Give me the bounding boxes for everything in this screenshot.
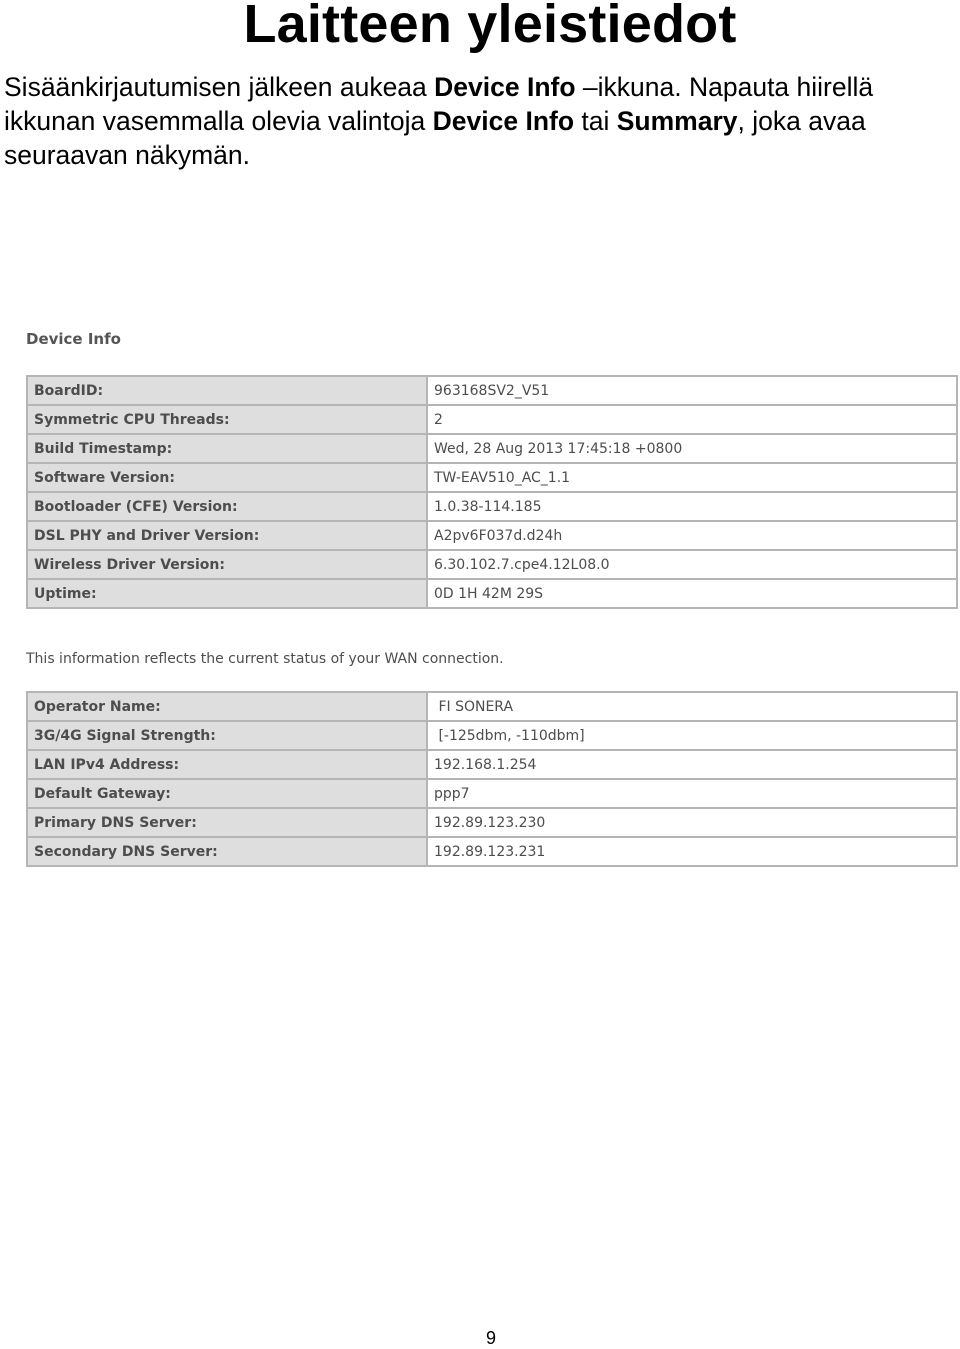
row-value: 192.89.123.230 <box>427 808 957 837</box>
table-row <box>27 779 957 808</box>
page-number: 9 <box>486 1328 497 1348</box>
table-row <box>27 579 957 608</box>
table-row <box>27 434 957 463</box>
row-value: Wed, 28 Aug 2013 17:45:18 +0800 <box>427 434 957 463</box>
table-row <box>27 692 957 721</box>
row-value: 0D 1H 42M 29S <box>427 579 957 608</box>
row-value: 963168SV2_V51 <box>427 376 957 405</box>
row-label: DSL PHY and Driver Version: <box>27 521 427 550</box>
row-value: 6.30.102.7.cpe4.12L08.0 <box>427 550 957 579</box>
table-row <box>27 721 957 750</box>
intro-text-4: , joka avaa seuraavan näkymän. <box>4 106 866 170</box>
intro-text-3: tai <box>574 106 617 136</box>
table-row <box>27 808 957 837</box>
row-label: Operator Name: <box>27 692 427 721</box>
row-label: Bootloader (CFE) Version: <box>27 492 427 521</box>
row-label: Secondary DNS Server: <box>27 837 427 866</box>
row-value: 2 <box>427 405 957 434</box>
row-value: [-125dbm, -110dbm] <box>427 721 957 750</box>
row-label: Wireless Driver Version: <box>27 550 427 579</box>
intro-bold-device-info-2: Device Info <box>432 106 575 136</box>
row-label: LAN IPv4 Address: <box>27 750 427 779</box>
table-row <box>27 405 957 434</box>
intro-text-1: Sisäänkirjautumisen jälkeen aukeaa <box>4 72 435 102</box>
table-row <box>27 521 957 550</box>
row-value: ppp7 <box>427 779 957 808</box>
table-row <box>27 550 957 579</box>
row-value: A2pv6F037d.d24h <box>427 521 957 550</box>
intro-bold-summary: Summary <box>616 106 738 136</box>
page-title: Laitteen yleistiedot <box>243 0 737 54</box>
row-value: 192.89.123.231 <box>427 837 957 866</box>
row-value: 192.168.1.254 <box>427 750 957 779</box>
table-row <box>27 750 957 779</box>
table-row <box>27 492 957 521</box>
row-label: Primary DNS Server: <box>27 808 427 837</box>
row-label: Build Timestamp: <box>27 434 427 463</box>
table-row <box>27 463 957 492</box>
row-label: Default Gateway: <box>27 779 427 808</box>
row-value: FI SONERA <box>427 692 957 721</box>
row-label: BoardID: <box>27 376 427 405</box>
table-row <box>27 837 957 866</box>
row-value: TW-EAV510_AC_1.1 <box>427 463 957 492</box>
intro-text-2: –ikkuna. Napauta hiirellä ikkunan vasemmalla olevia valintoja <box>4 72 874 136</box>
wan-status-note: This information reflects the current status of your WAN connection. <box>26 651 504 667</box>
intro-bold-device-info: Device Info <box>434 72 576 102</box>
table-row <box>27 376 957 405</box>
wan-info-table <box>26 691 958 867</box>
device-info-table <box>26 375 958 609</box>
row-label: Software Version: <box>27 463 427 492</box>
row-label: Symmetric CPU Threads: <box>27 405 427 434</box>
row-value: 1.0.38-114.185 <box>427 492 957 521</box>
device-info-title: Device Info <box>26 330 121 348</box>
intro-paragraph <box>4 70 954 172</box>
row-label: Uptime: <box>27 579 427 608</box>
row-label: 3G/4G Signal Strength: <box>27 721 427 750</box>
